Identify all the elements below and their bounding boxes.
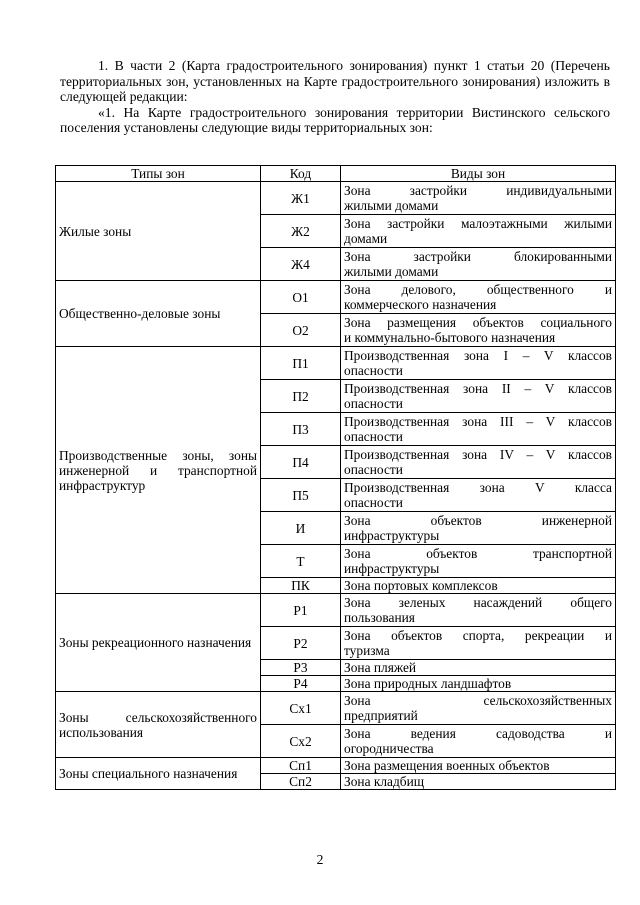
zone-kind-line-1: Зона ведения садоводства и — [344, 726, 612, 741]
zone-kind-line-2: опасности — [344, 363, 403, 378]
zone-code-cell: П5 — [261, 479, 341, 512]
zone-kind-cell — [341, 512, 616, 545]
table-row — [56, 347, 616, 380]
zone-kind-line-1: Зона застройки блокированными — [344, 249, 612, 264]
table-row — [56, 594, 616, 627]
zone-code-cell: И — [261, 512, 341, 545]
zone-kind-cell — [341, 660, 616, 676]
zone-kind-cell — [341, 182, 616, 215]
zone-kind-cell — [341, 774, 616, 790]
zone-code-cell: О2 — [261, 314, 341, 347]
zone-kind-line-1: Производственная зона I – V классов — [344, 348, 612, 363]
zone-type-cell: Зоны сельскохозяйственного использования — [56, 692, 261, 758]
zones-table-body — [56, 182, 616, 790]
zone-kind-line-1: Производственная зона II – V классов — [344, 381, 612, 396]
zone-code-cell: Р4 — [261, 676, 341, 692]
zone-type-cell: Общественно-деловые зоны — [56, 281, 261, 347]
zone-kind-line-1: Зона природных ландшафтов — [344, 676, 512, 691]
zone-kind-line-2: туризма — [344, 643, 390, 658]
table-header-row — [56, 166, 616, 182]
zone-code-cell: Р1 — [261, 594, 341, 627]
zone-code-cell: П1 — [261, 347, 341, 380]
zone-kind-cell — [341, 627, 616, 660]
zone-kind-line-2: коммерческого назначения — [344, 297, 497, 312]
zone-kind-cell — [341, 725, 616, 758]
zone-kind-line-2: инфраструктуры — [344, 528, 440, 543]
zone-kind-line-1: Зона застройки малоэтажными жилыми — [344, 216, 612, 231]
zone-kind-cell — [341, 281, 616, 314]
zone-code-cell: Р2 — [261, 627, 341, 660]
zone-kind-cell — [341, 413, 616, 446]
zone-kind-cell — [341, 248, 616, 281]
zone-code-cell: Т — [261, 545, 341, 578]
zone-kind-line-1: Производственная зона IV – V классов — [344, 447, 612, 462]
zone-code-cell: Ж2 — [261, 215, 341, 248]
zone-kind-line-2: опасности — [344, 462, 403, 477]
zone-kind-line-1: Зона делового, общественного и — [344, 282, 612, 297]
zone-code-cell: О1 — [261, 281, 341, 314]
header-zone-types: Типы зон — [56, 166, 261, 182]
intro-text — [60, 58, 610, 136]
zone-kind-cell — [341, 594, 616, 627]
zone-kind-line-2: огородничества — [344, 741, 434, 756]
zone-code-cell: Сх2 — [261, 725, 341, 758]
zone-kind-line-1: Производственная зона V класса — [344, 480, 612, 495]
zone-code-cell: Сп2 — [261, 774, 341, 790]
zone-code-cell: П4 — [261, 446, 341, 479]
zone-code-cell: Сп1 — [261, 758, 341, 774]
zone-kind-line-1: Производственная зона III – V классов — [344, 414, 612, 429]
zone-code-cell: Сх1 — [261, 692, 341, 725]
intro-paragraph-1: 1. В части 2 (Карта градостроительного зонирования) пункт 1 статьи 20 (Перечень территориальных зон, установленных на Карте градостроительного зонирования) изложить в следующей редакции: — [60, 58, 610, 105]
zone-kind-line-2: опасности — [344, 396, 403, 411]
zone-code-cell: Ж1 — [261, 182, 341, 215]
zone-kind-line-1: Зона размещения военных объектов — [344, 758, 550, 773]
zone-type-cell: Зоны специального назначения — [56, 758, 261, 790]
zone-kind-cell — [341, 676, 616, 692]
zone-kind-line-2: предприятий — [344, 708, 418, 723]
zone-kind-line-1: Зона портовых комплексов — [344, 578, 498, 593]
zone-kind-line-2: и коммунально-бытового назначения — [344, 330, 556, 345]
zone-type-cell: Производственные зоны, зоны инженерной и транспортной инфраструктур — [56, 347, 261, 594]
zone-code-cell: ПК — [261, 578, 341, 594]
zone-kind-line-1: Зона размещения объектов социального — [344, 315, 612, 330]
zone-kind-line-1: Зона застройки индивидуальными — [344, 183, 612, 198]
zone-code-cell: П2 — [261, 380, 341, 413]
zone-kind-cell — [341, 380, 616, 413]
zone-kind-cell — [341, 758, 616, 774]
zone-kind-line-2: опасности — [344, 429, 403, 444]
zone-kind-line-2: жилыми домами — [344, 264, 439, 279]
zone-code-cell: Р3 — [261, 660, 341, 676]
zone-kind-line-1: Зона объектов транспортной — [344, 546, 612, 561]
zone-kind-cell — [341, 446, 616, 479]
zone-kind-cell — [341, 314, 616, 347]
zone-kind-line-1: Зона объектов инженерной — [344, 513, 612, 528]
header-code: Код — [261, 166, 341, 182]
zone-kind-cell — [341, 545, 616, 578]
zone-kind-cell — [341, 479, 616, 512]
zone-code-cell: Ж4 — [261, 248, 341, 281]
zone-kind-line-2: домами — [344, 231, 388, 246]
zone-type-cell: Жилые зоны — [56, 182, 261, 281]
zone-kind-cell — [341, 215, 616, 248]
page-number: 2 — [316, 852, 324, 867]
zone-kind-cell — [341, 347, 616, 380]
zone-kind-line-2: пользования — [344, 610, 415, 625]
zones-table — [55, 165, 616, 790]
table-row — [56, 182, 616, 215]
zone-type-cell: Зоны рекреационного назначения — [56, 594, 261, 692]
zone-kind-line-2: жилыми домами — [344, 198, 439, 213]
table-row — [56, 281, 616, 314]
header-zone-kinds: Виды зон — [341, 166, 616, 182]
zone-kind-line-1: Зона зеленых насаждений общего — [344, 595, 612, 610]
intro-paragraph-2: «1. На Карте градостроительного зонирования территории Вистинского сельского поселения установлены следующие виды территориальных зон: — [60, 104, 610, 136]
zone-code-cell: П3 — [261, 413, 341, 446]
table-row — [56, 692, 616, 725]
zone-kind-line-1: Зона объектов спорта, рекреации и — [344, 628, 612, 643]
zone-kind-line-1: Зона пляжей — [344, 660, 417, 675]
zone-kind-line-1: Зона кладбищ — [344, 774, 425, 789]
zone-kind-cell — [341, 578, 616, 594]
zone-kind-cell — [341, 692, 616, 725]
zone-kind-line-2: опасности — [344, 495, 403, 510]
table-row — [56, 758, 616, 774]
zone-kind-line-1: Зона сельскохозяйственных — [344, 693, 612, 708]
zone-kind-line-2: инфраструктуры — [344, 561, 440, 576]
